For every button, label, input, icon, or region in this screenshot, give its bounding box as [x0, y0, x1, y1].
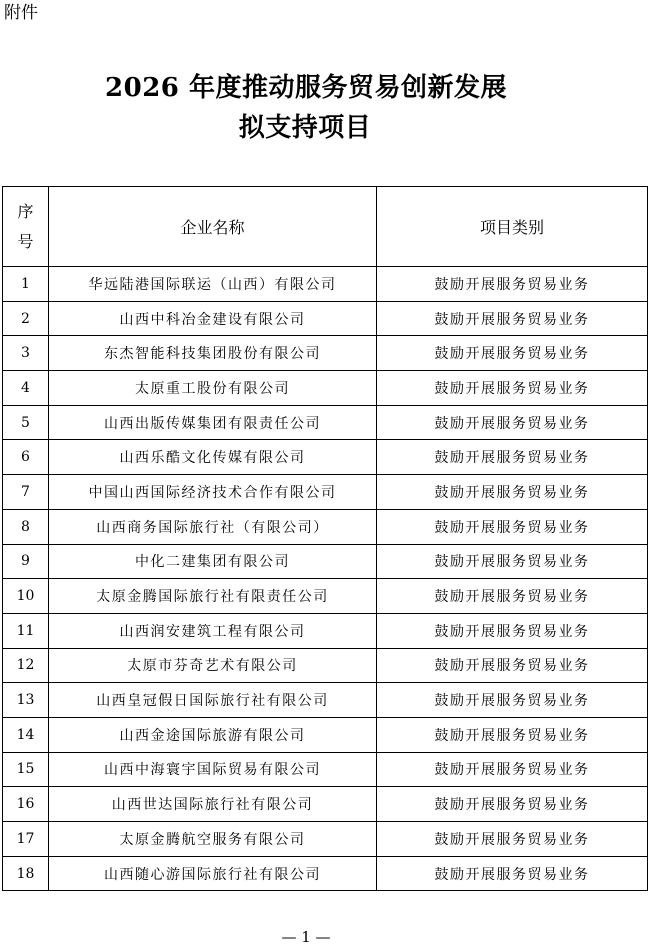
- table-row: [3, 717, 648, 752]
- table-row: [3, 822, 648, 857]
- header-serial-number: [3, 187, 49, 267]
- header-company-name: 企业名称: [49, 187, 377, 267]
- serial-number-cell: 14: [3, 717, 49, 752]
- project-category-cell: 鼓励开展服务贸易业务: [377, 544, 648, 579]
- company-name-cell: 中国山西国际经济技术合作有限公司: [49, 475, 377, 510]
- table-row: [3, 544, 648, 579]
- company-name-cell: 山西金途国际旅游有限公司: [49, 717, 377, 752]
- company-name-cell: 山西中海寰宇国际贸易有限公司: [49, 752, 377, 787]
- table-row: [3, 613, 648, 648]
- project-category-cell: 鼓励开展服务贸易业务: [377, 509, 648, 544]
- project-category-cell: 鼓励开展服务贸易业务: [377, 267, 648, 302]
- page-number: — 1 —: [281, 928, 331, 946]
- project-category-cell: 鼓励开展服务贸易业务: [377, 787, 648, 822]
- table-row: [3, 336, 648, 371]
- table-row: [3, 301, 648, 336]
- company-name-cell: 太原金腾航空服务有限公司: [49, 822, 377, 857]
- table-row: [3, 752, 648, 787]
- table-row: [3, 787, 648, 822]
- serial-number-cell: 2: [3, 301, 49, 336]
- serial-number-cell: 7: [3, 475, 49, 510]
- table-header-row: [3, 187, 648, 267]
- project-category-cell: 鼓励开展服务贸易业务: [377, 822, 648, 857]
- serial-number-cell: 4: [3, 371, 49, 406]
- table-row: [3, 509, 648, 544]
- company-name-cell: 山西世达国际旅行社有限公司: [49, 787, 377, 822]
- table-row: [3, 267, 648, 302]
- attachment-label: 附件: [4, 3, 38, 23]
- table-row: [3, 475, 648, 510]
- project-category-cell: 鼓励开展服务贸易业务: [377, 475, 648, 510]
- serial-number-cell: 13: [3, 683, 49, 718]
- serial-number-cell: 8: [3, 509, 49, 544]
- serial-number-cell: 5: [3, 405, 49, 440]
- company-name-cell: 太原重工股份有限公司: [49, 371, 377, 406]
- company-name-cell: 山西中科冶金建设有限公司: [49, 301, 377, 336]
- serial-number-cell: 12: [3, 648, 49, 683]
- table-row: [3, 856, 648, 891]
- header-project-category: 项目类别: [377, 187, 648, 267]
- company-name-cell: 山西出版传媒集团有限责任公司: [49, 405, 377, 440]
- table-row: [3, 440, 648, 475]
- company-name-cell: 太原金腾国际旅行社有限责任公司: [49, 579, 377, 614]
- project-category-cell: 鼓励开展服务贸易业务: [377, 717, 648, 752]
- project-category-cell: 鼓励开展服务贸易业务: [377, 440, 648, 475]
- company-name-cell: 山西润安建筑工程有限公司: [49, 613, 377, 648]
- document-title-line2: 拟支持项目: [238, 113, 372, 143]
- serial-number-cell: 17: [3, 822, 49, 857]
- company-name-cell: 山西商务国际旅行社（有限公司）: [49, 509, 377, 544]
- project-category-cell: 鼓励开展服务贸易业务: [377, 301, 648, 336]
- serial-number-cell: 9: [3, 544, 49, 579]
- serial-number-cell: 6: [3, 440, 49, 475]
- company-name-cell: 山西随心游国际旅行社有限公司: [49, 856, 377, 891]
- table-row: [3, 683, 648, 718]
- project-category-cell: 鼓励开展服务贸易业务: [377, 648, 648, 683]
- project-category-cell: 鼓励开展服务贸易业务: [377, 336, 648, 371]
- project-table: [2, 186, 648, 891]
- company-name-cell: 华远陆港国际联运（山西）有限公司: [49, 267, 377, 302]
- document-title-line1: 2026 年度推动服务贸易创新发展: [105, 73, 507, 103]
- serial-number-cell: 11: [3, 613, 49, 648]
- serial-number-cell: 18: [3, 856, 49, 891]
- table-row: [3, 579, 648, 614]
- project-category-cell: 鼓励开展服务贸易业务: [377, 683, 648, 718]
- header-serial-line1: 序: [17, 201, 34, 221]
- table-row: [3, 648, 648, 683]
- project-category-cell: 鼓励开展服务贸易业务: [377, 613, 648, 648]
- project-category-cell: 鼓励开展服务贸易业务: [377, 579, 648, 614]
- serial-number-cell: 16: [3, 787, 49, 822]
- project-category-cell: 鼓励开展服务贸易业务: [377, 405, 648, 440]
- table-row: [3, 405, 648, 440]
- company-name-cell: 山西皇冠假日国际旅行社有限公司: [49, 683, 377, 718]
- serial-number-cell: 1: [3, 267, 49, 302]
- company-name-cell: 山西乐酷文化传媒有限公司: [49, 440, 377, 475]
- serial-number-cell: 10: [3, 579, 49, 614]
- project-category-cell: 鼓励开展服务贸易业务: [377, 752, 648, 787]
- serial-number-cell: 3: [3, 336, 49, 371]
- project-category-cell: 鼓励开展服务贸易业务: [377, 856, 648, 891]
- project-category-cell: 鼓励开展服务贸易业务: [377, 371, 648, 406]
- table-row: [3, 371, 648, 406]
- company-name-cell: 中化二建集团有限公司: [49, 544, 377, 579]
- serial-number-cell: 15: [3, 752, 49, 787]
- header-serial-line2: 号: [17, 231, 34, 251]
- company-name-cell: 太原市芬奇艺术有限公司: [49, 648, 377, 683]
- company-name-cell: 东杰智能科技集团股份有限公司: [49, 336, 377, 371]
